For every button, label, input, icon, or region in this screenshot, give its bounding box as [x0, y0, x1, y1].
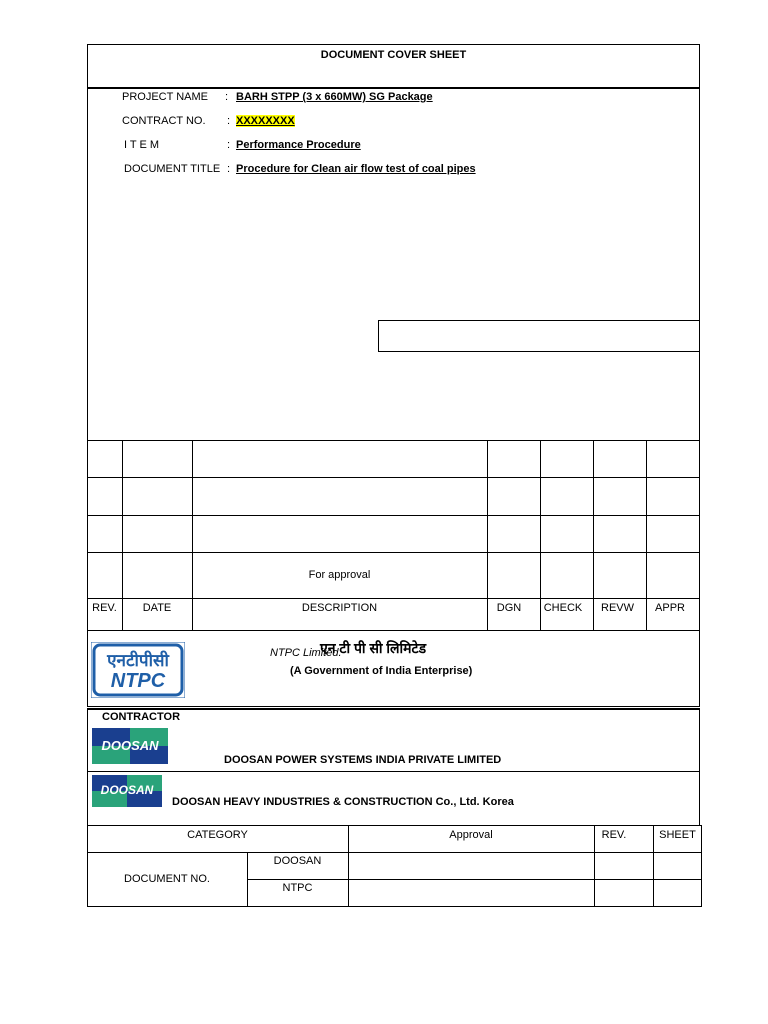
- ntpc-logo: [91, 642, 185, 698]
- contractor-frame: [87, 708, 700, 826]
- table-line: [87, 515, 700, 516]
- colon: :: [227, 139, 231, 151]
- footer-category: CATEGORY: [187, 829, 248, 841]
- footer-doosan: DOOSAN: [273, 855, 322, 867]
- item-label: I T E M: [124, 139, 160, 151]
- table-line: [87, 440, 700, 441]
- colon: :: [225, 91, 229, 103]
- doosan-logo: [92, 775, 162, 807]
- table-line: [87, 630, 700, 631]
- table-line: [247, 879, 702, 880]
- contract-no-value: XXXXXXXX: [236, 115, 295, 127]
- header-check: CHECK: [543, 602, 583, 614]
- contractor-heading: CONTRACTOR: [102, 711, 181, 723]
- doosan-logo: [92, 728, 168, 764]
- header-revw: REVW: [601, 602, 634, 614]
- contract-no-label: CONTRACT NO.: [122, 115, 206, 127]
- contractor-company-1: DOOSAN POWER SYSTEMS INDIA PRIVATE LIMITED: [224, 754, 502, 766]
- project-name-label: PROJECT NAME: [122, 91, 208, 103]
- footer-document-no: DOCUMENT NO.: [124, 873, 210, 885]
- table-line: [87, 598, 700, 599]
- ntpc-subtitle: (A Government of India Enterprise): [290, 665, 473, 677]
- footer-rev: REV.: [601, 829, 627, 841]
- doosan-logo-text: DOOSAN: [100, 783, 154, 797]
- project-name-value: BARH STPP (3 x 660MW) SG Package: [236, 91, 433, 103]
- header-description: DESCRIPTION: [301, 602, 378, 614]
- doosan-logo-text: DOOSAN: [101, 738, 159, 753]
- header-dgn: DGN: [496, 602, 522, 614]
- page-title: DOCUMENT COVER SHEET: [320, 49, 467, 61]
- header-rev: REV.: [92, 602, 117, 614]
- table-line: [87, 477, 700, 478]
- header-divider: [87, 87, 700, 89]
- header-date: DATE: [142, 602, 172, 614]
- table-line: [87, 552, 700, 553]
- footer-sheet: SHEET: [659, 829, 696, 841]
- revision-description-cell: For approval: [308, 569, 371, 581]
- ntpc-logo-hindi: एनटीपीसी: [107, 651, 169, 670]
- header-appr: APPR: [655, 602, 685, 614]
- colon: :: [227, 115, 231, 127]
- ntpc-name-hindi: एन टी पी सी लिमिटेड: [320, 640, 427, 656]
- colon: :: [227, 163, 231, 175]
- ntpc-logo-latin: NTPC: [110, 670, 166, 692]
- contractor-company-2: DOOSAN HEAVY INDUSTRIES & CONSTRUCTION Co., Ltd. Korea: [172, 796, 514, 808]
- item-value: Performance Procedure: [236, 139, 361, 151]
- blank-box: [378, 320, 700, 352]
- table-line: [87, 852, 702, 853]
- footer-ntpc: NTPC: [282, 882, 313, 894]
- section-divider: [87, 771, 700, 772]
- footer-approval: Approval: [449, 829, 493, 841]
- ntpc-name: NTPC Limited.: [270, 647, 342, 659]
- document-title-value: Procedure for Clean air flow test of coal pipes: [236, 163, 476, 175]
- document-title-label: DOCUMENT TITLE: [124, 163, 221, 175]
